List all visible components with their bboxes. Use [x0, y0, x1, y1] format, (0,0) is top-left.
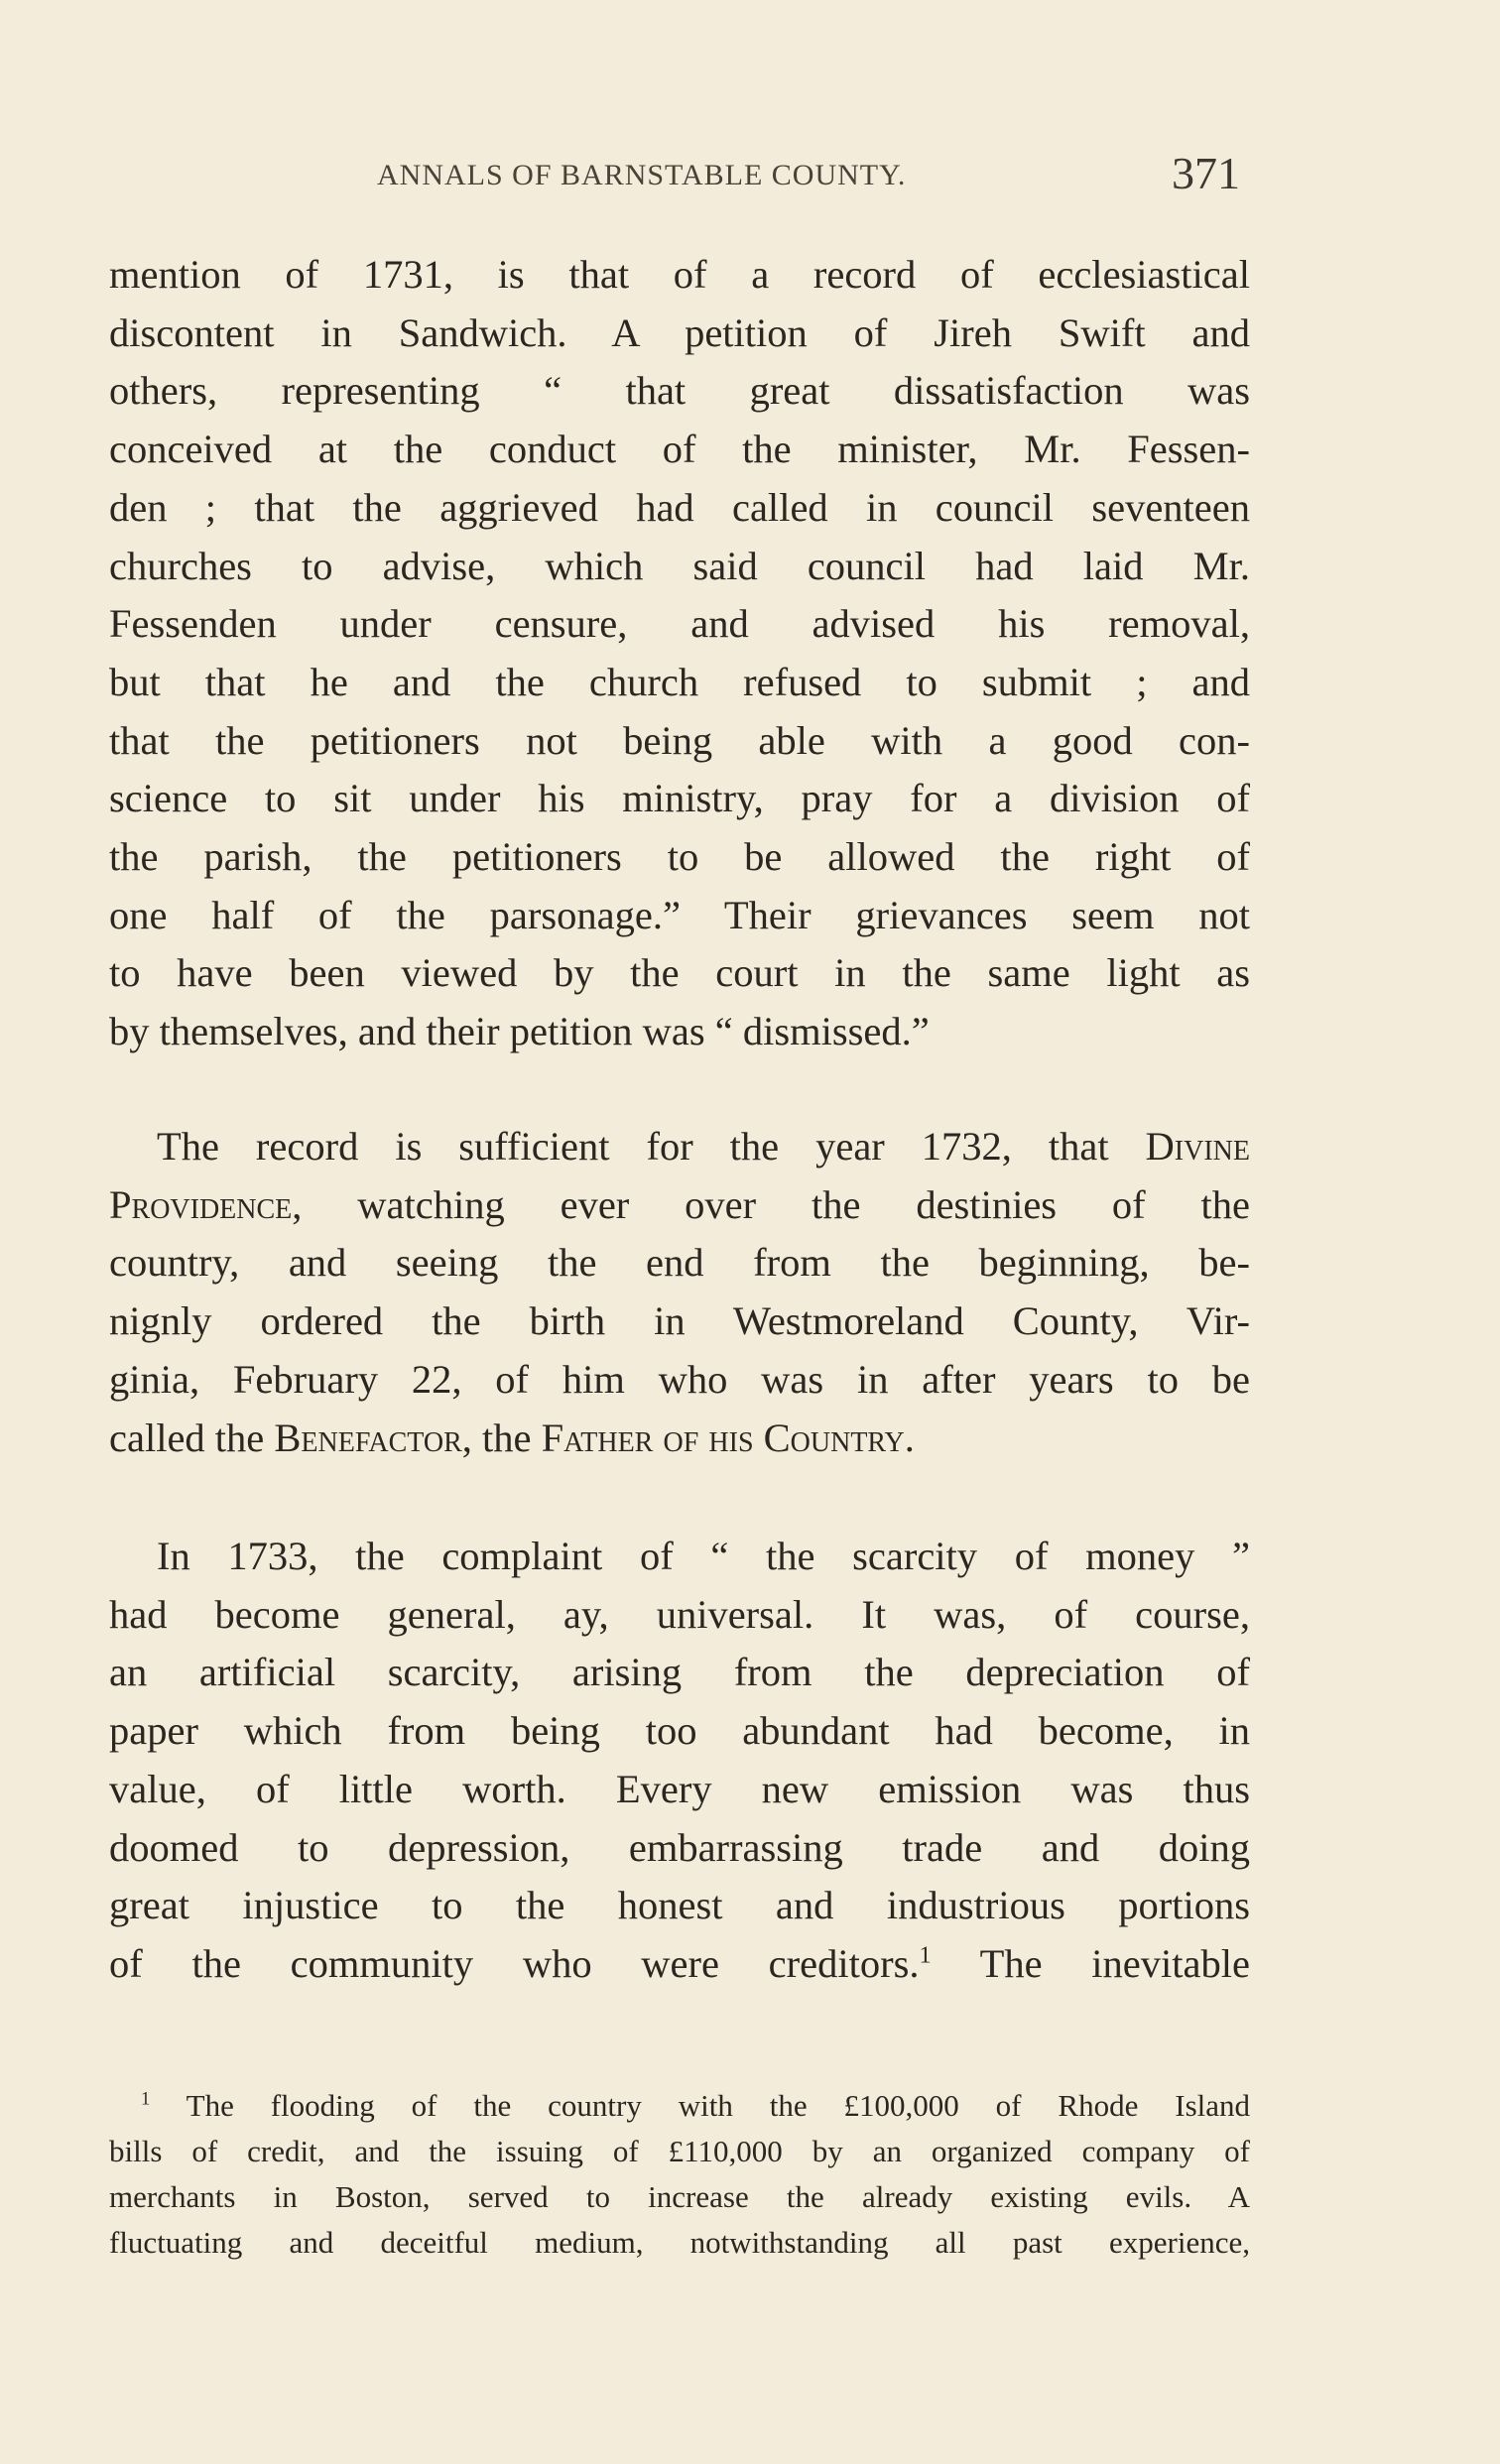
- footnote-line: bills of credit, and the issuing of £110,000 by an organized company of: [109, 2134, 1250, 2168]
- footnote-reference: 1: [919, 1941, 932, 1969]
- small-caps-span: Divine: [1145, 1124, 1250, 1169]
- text-line: churches to advise, which said council had laid Mr.: [109, 543, 1250, 588]
- text-line: country, and seeing the end from the beginning, be-: [109, 1240, 1250, 1286]
- text-line: but that he and the church refused to submit ; and: [109, 659, 1250, 704]
- footnote: [109, 2083, 1250, 2266]
- text-line: that the petitioners not being able with a good con-: [109, 717, 1250, 763]
- small-caps-span: Providence,: [109, 1181, 303, 1227]
- footnote-line: [109, 2083, 1250, 2129]
- text-line: value, of little worth. Every new emission was thus: [109, 1766, 1250, 1811]
- text-line: had become general, ay, universal. It was, of course,: [109, 1591, 1250, 1637]
- footnote-marker: 1: [141, 2088, 151, 2110]
- text-line: doomed to depression, embarrassing trade and doing: [109, 1824, 1250, 1870]
- page-number: 371: [1172, 148, 1240, 198]
- text-line: great injustice to the honest and industrious portions: [109, 1883, 1250, 1928]
- footnote-line: merchants in Boston, served to increase the already existing evils. A: [109, 2179, 1250, 2214]
- text-line: by themselves, and their petition was “ dismissed.”: [109, 1009, 930, 1054]
- text-span: of the community who were creditors.: [109, 1940, 920, 1986]
- text-line: ginia, February 22, of him who was in after years to be: [109, 1356, 1250, 1402]
- text-line: [109, 1176, 1250, 1235]
- paragraph-1: [109, 246, 1250, 1061]
- text-line: [109, 1410, 1250, 1468]
- text-line: In 1733, the complaint of “ the scarcity of money ”: [157, 1534, 1250, 1578]
- text-line: an artificial scarcity, arising from the depreciation of: [109, 1650, 1250, 1695]
- text-line: science to sit under his ministry, pray for a division of: [109, 776, 1250, 821]
- paragraph-3: [109, 1528, 1250, 1994]
- text-span: The record is sufficient for the year 1732, that: [157, 1124, 1146, 1169]
- running-title: ANNALS OF BARNSTABLE COUNTY.: [377, 159, 907, 191]
- text-line: one half of the parsonage.” Their grievances seem not: [109, 892, 1250, 937]
- text-line: den ; that the aggrieved had called in council seventeen: [109, 484, 1250, 530]
- text-span: The inevitable: [931, 1940, 1250, 1986]
- text-line: discontent in Sandwich. A petition of Jireh Swift and: [109, 309, 1250, 355]
- paragraph-2: [109, 1118, 1250, 1467]
- text-span: called the: [109, 1415, 275, 1460]
- text-line: the parish, the petitioners to be allowed the right of: [109, 834, 1250, 880]
- text-line: [109, 1118, 1250, 1176]
- text-span: watching ever over the destinies of the: [302, 1181, 1250, 1227]
- text-line: [109, 1935, 1250, 1994]
- text-line: conceived at the conduct of the minister, Mr. Fessen-: [109, 427, 1250, 472]
- text-line: others, representing “ that great dissatisfaction was: [109, 368, 1250, 414]
- text-line: mention of 1731, is that of a record of ecclesiastical: [109, 252, 1250, 297]
- text-span: the: [471, 1415, 542, 1460]
- text-line: Fessenden under censure, and advised his removal,: [109, 601, 1250, 647]
- text-line: nignly ordered the birth in Westmoreland County, Vir-: [109, 1298, 1250, 1344]
- footnote-line: fluctuating and deceitful medium, notwithstanding all past experience,: [109, 2225, 1250, 2260]
- small-caps-span: Father of his Country.: [541, 1415, 915, 1460]
- text-line: paper which from being too abundant had become, in: [109, 1708, 1250, 1754]
- text-span: The flooding of the country with the £100,000 of Rhode Island: [150, 2088, 1250, 2123]
- text-line: to have been viewed by the court in the same light as: [109, 950, 1250, 996]
- page-header: [109, 147, 1240, 206]
- small-caps-span: Benefactor,: [274, 1415, 472, 1460]
